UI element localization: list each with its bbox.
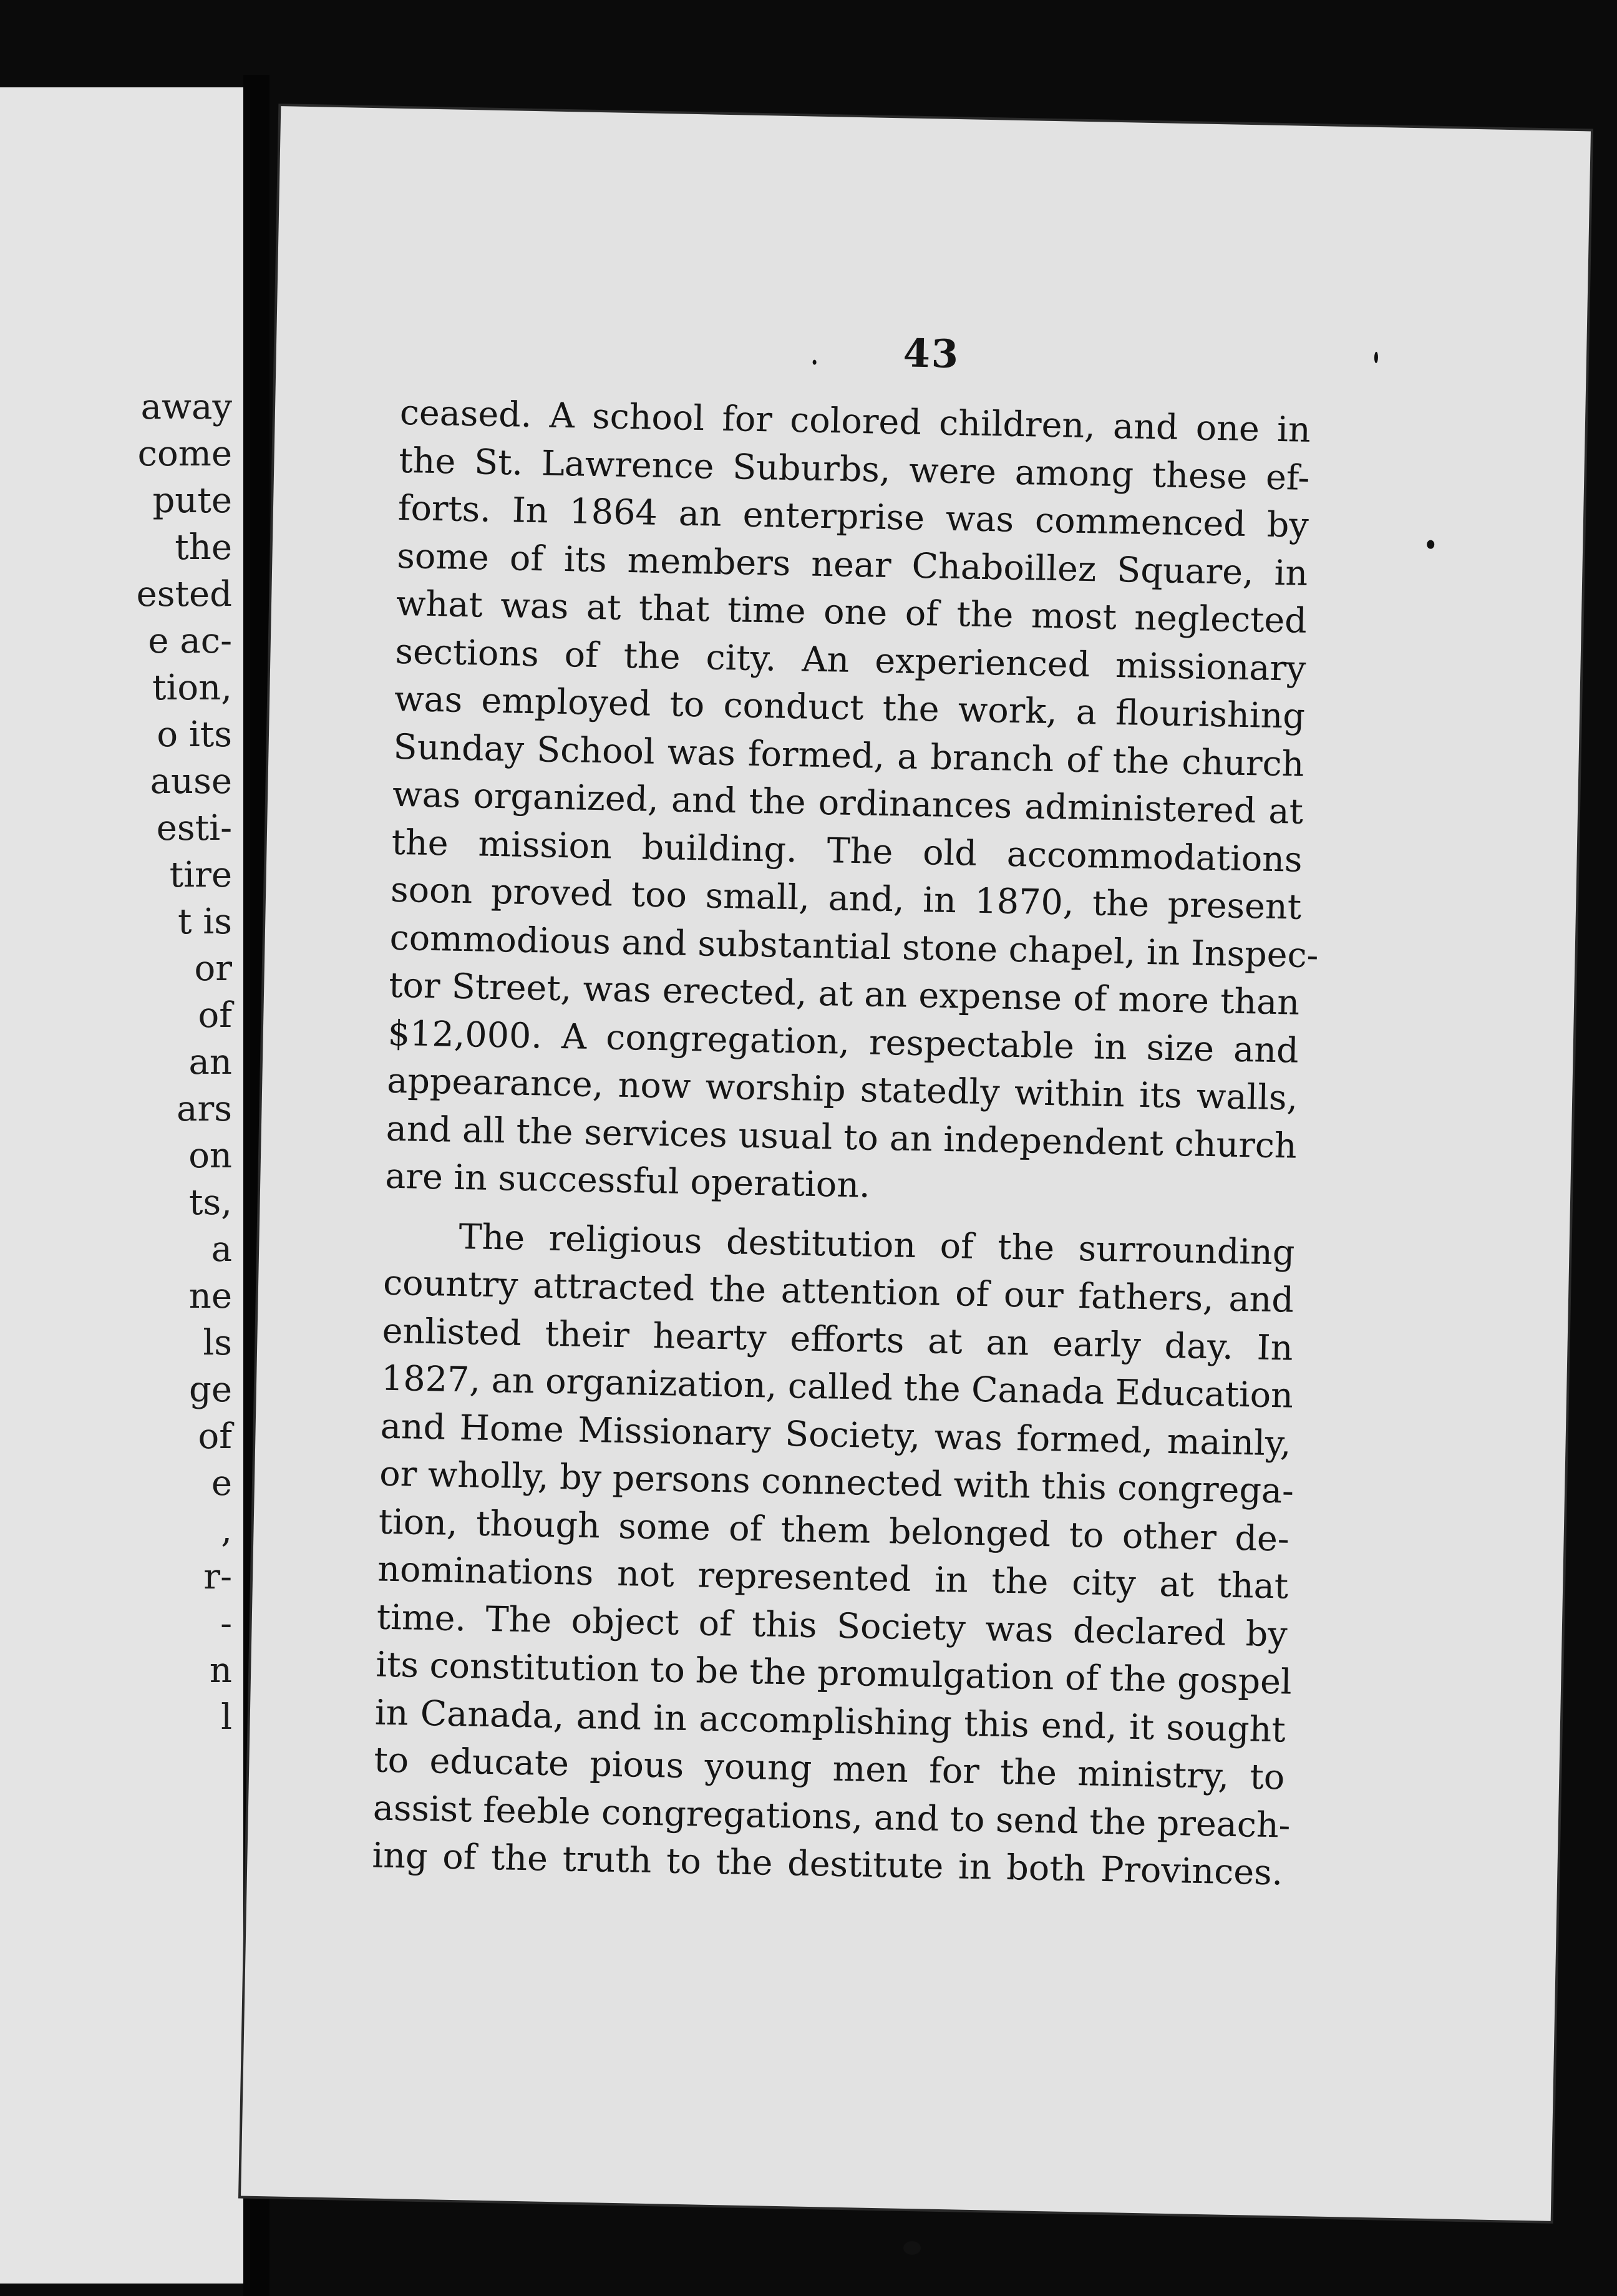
fragment-line: a — [211, 1229, 232, 1270]
text-line: Sunday School was formed, a branch of the church — [393, 726, 1305, 785]
fragment-line: - — [220, 1603, 232, 1644]
fragment-line: ested — [136, 574, 232, 615]
text-line: ing of the truth to the destitute in both Provinces. — [371, 1835, 1283, 1894]
fragment-line: e ac- — [148, 621, 232, 661]
text-line: its constitution to be the promulgation of the gospel — [375, 1644, 1293, 1703]
text-line: what was at that time one of the most neglected — [396, 583, 1308, 641]
fragment-line: on — [188, 1136, 232, 1176]
text-line: $12,000. A congregation, respectable in size and — [387, 1013, 1299, 1071]
fragment-line: o its — [157, 714, 232, 755]
fragment-line: l — [221, 1697, 232, 1738]
text-line: enlisted their hearty efforts at an early day. In — [382, 1310, 1294, 1369]
text-line: and all the services usual to an independent church — [386, 1108, 1298, 1167]
text-line: appearance, now worship statedly within its walls, — [386, 1060, 1298, 1119]
ink-speck — [903, 2241, 921, 2255]
previous-page — [0, 87, 243, 2284]
current-page — [241, 106, 1591, 2221]
text-line: time. The object of this Society was declared by — [376, 1597, 1288, 1655]
fragment-line: ne — [188, 1276, 232, 1316]
fragment-line: of — [198, 1416, 232, 1457]
paragraph-1 — [384, 389, 1319, 1218]
text-line: forts. In 1864 an enterprise was commenced by — [397, 487, 1309, 546]
text-line: tor Street, was erected, at an expense of more than — [388, 965, 1300, 1023]
text-line: or wholly, by persons connected with this congrega- — [379, 1453, 1294, 1512]
fragment-line: , — [221, 1510, 232, 1550]
paragraph-2 — [372, 1212, 1295, 1897]
text-line: 1827, an organization, called the Canada Education — [381, 1358, 1294, 1416]
fragment-line: come — [137, 434, 232, 474]
fragment-line: tion, — [152, 668, 232, 708]
page-number: 43 — [903, 330, 960, 377]
text-line: the St. Lawrence Suburbs, were among these ef- — [398, 440, 1310, 499]
text-line: some of its members near Chaboillez Square, in — [396, 535, 1308, 594]
fragment-line: or — [194, 948, 232, 989]
fragment-line: of — [198, 995, 232, 1036]
text-line: was organized, and the ordinances administered at — [392, 774, 1304, 832]
text-line: tion, though some of them belonged to other de- — [378, 1501, 1290, 1560]
ink-speck — [1427, 540, 1434, 549]
fragment-line: tire — [169, 855, 232, 895]
fragment-line: an — [188, 1042, 232, 1082]
fragment-line: n — [209, 1650, 232, 1691]
text-line: nominations not represented in the city at that — [377, 1549, 1289, 1607]
text-line: sections of the city. An experienced missionary — [394, 631, 1306, 689]
fragment-line: ge — [189, 1369, 232, 1410]
text-line: the mission building. The old accommodations — [391, 822, 1303, 880]
fragment-line: ause — [150, 761, 232, 802]
fragment-line: the — [175, 527, 232, 568]
fragment-line: esti- — [156, 808, 232, 849]
text-line: The religious destitution of the surrounding — [458, 1216, 1295, 1273]
text-line: in Canada, and in accomplishing this end, it sought — [374, 1692, 1286, 1751]
fragment-line: pute — [152, 480, 232, 521]
text-line: was employed to conduct the work, a flourishing — [394, 678, 1306, 737]
fragment-line: t is — [178, 902, 232, 942]
text-line: assist feeble congregations, and to send the preach- — [372, 1787, 1291, 1846]
text-line: and Home Missionary Society, was formed, mainly, — [380, 1406, 1292, 1464]
fragment-line: e — [211, 1463, 232, 1504]
text-line: ceased. A school for colored children, and one in — [399, 392, 1311, 450]
text-line: are in successful operation. — [384, 1155, 871, 1206]
text-line: commodious and substantial stone chapel, in Inspec- — [389, 917, 1319, 976]
previous-page-text-fragments — [137, 384, 232, 1741]
page-body-text — [371, 389, 1319, 1897]
fragment-line: ts, — [188, 1182, 232, 1223]
fragment-line: r- — [203, 1557, 232, 1597]
text-line: country attracted the attention of our fathers, and — [382, 1262, 1294, 1321]
fragment-line: ars — [177, 1089, 232, 1129]
fragment-line: ls — [203, 1323, 232, 1363]
text-line: soon proved too small, and, in 1870, the present — [390, 869, 1302, 928]
text-line: to educate pious young men for the ministry, to — [373, 1739, 1285, 1798]
fragment-line: away — [140, 387, 232, 427]
